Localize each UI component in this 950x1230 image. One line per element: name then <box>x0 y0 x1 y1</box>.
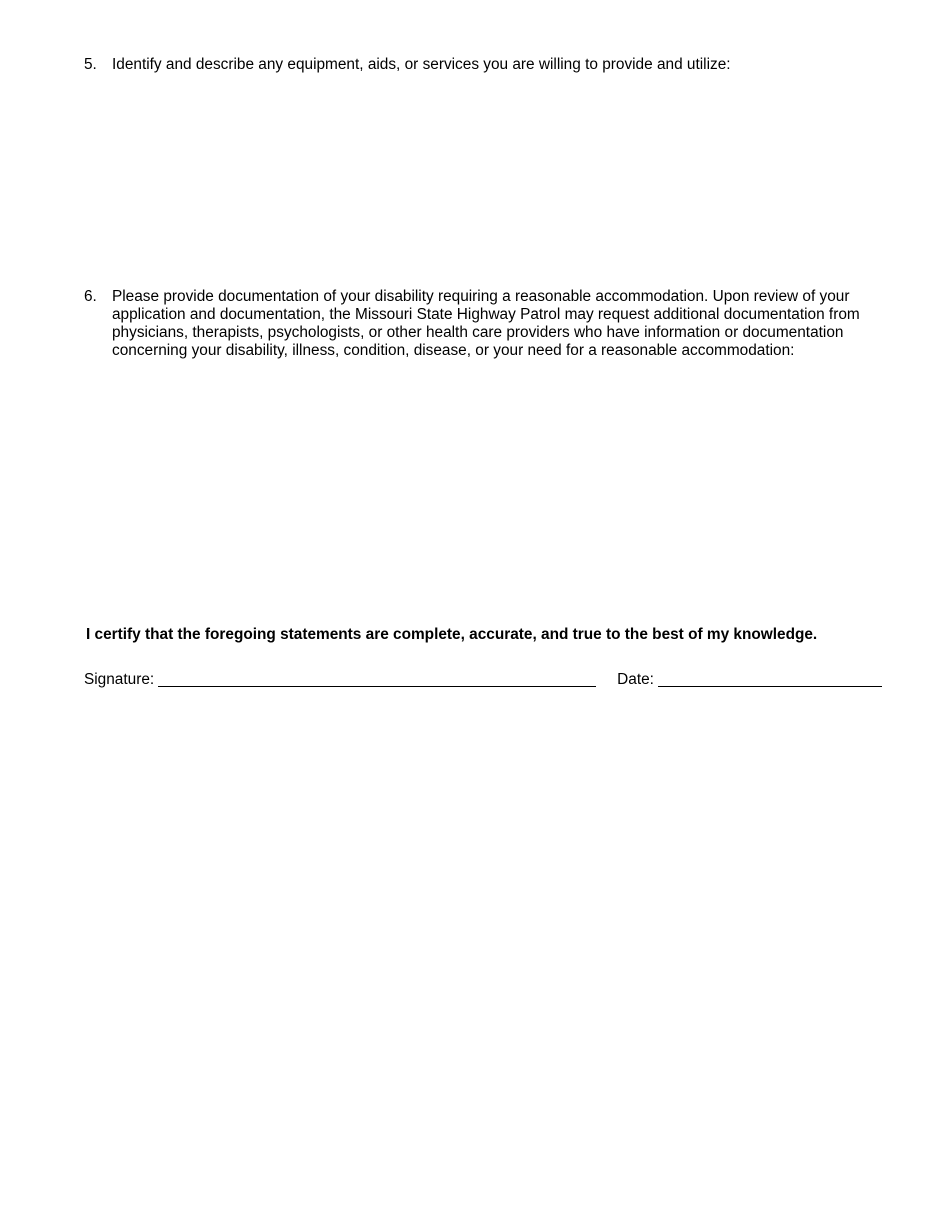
question-5 <box>84 56 884 74</box>
question-number: 6. <box>84 288 97 305</box>
question-number: 5. <box>84 56 97 73</box>
question-text: Identify and describe any equipment, aids, or services you are willing to provide and utilize: <box>112 56 731 73</box>
date-block <box>617 669 882 689</box>
date-label: Date: <box>617 671 654 688</box>
question-6 <box>84 288 884 360</box>
question-text: Please provide documentation of your disability requiring a reasonable accommodation. Upon review of your application and documentation, the Missouri State Highway Patrol may request additional documentation from physicians, therapists, psychologists, or other health care providers who have information or documentation concerning your disability, illness, condition, disease, or your need for a reasonable accommodation: <box>112 288 860 359</box>
signature-label: Signature: <box>84 671 155 688</box>
signature-row <box>84 669 886 689</box>
signature-field[interactable] <box>158 672 596 687</box>
date-field[interactable] <box>658 672 882 687</box>
certification-statement: I certify that the foregoing statements are complete, accurate, and true to the best of my knowledge. <box>86 626 818 643</box>
